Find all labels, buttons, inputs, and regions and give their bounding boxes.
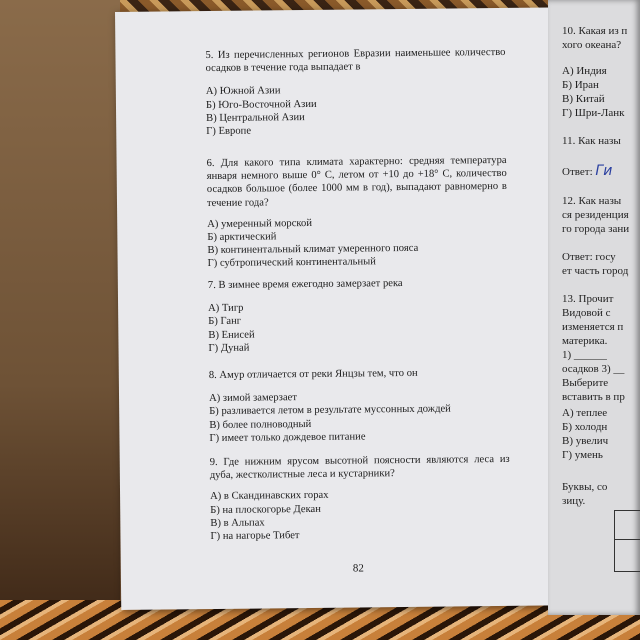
option: Г) субтропический континентальный	[207, 256, 376, 270]
rp-answer-line	[562, 164, 612, 179]
rp-line: 1) ______	[562, 349, 607, 361]
question-text: 8. Амур отличается от реки Янцзы тем, что он	[208, 367, 418, 382]
rp-line: ся резиденция	[562, 209, 629, 221]
rp-line: Б) холодн	[562, 421, 608, 433]
question-text: 6. Для какого типа климата характерно: средняя температура января немного выше 0° С, летом от +10 до +18° С, количество осадков большое (более 1000 мм в год), выпадают равномерно в течение года?	[206, 154, 507, 209]
option: В) более полноводный	[209, 418, 312, 431]
rp-line: А) теплее	[562, 407, 608, 419]
rp-line: 13. Прочит	[562, 293, 614, 305]
background-map-left	[0, 0, 120, 640]
rp-line: ет часть город	[562, 265, 629, 277]
rp-line-circled	[562, 92, 605, 106]
rp-line: материка.	[562, 335, 608, 347]
question-7	[208, 276, 509, 355]
rp-line: 11. Как назы	[562, 135, 621, 147]
rp-line: Г) Шри-Ланк	[562, 107, 625, 119]
rp-line: го города зани	[562, 223, 630, 235]
rp-line: В) увелич	[562, 435, 609, 447]
option: Г) на нагорье Тибет	[210, 530, 300, 543]
rp-line: Г) умень	[562, 449, 603, 461]
rp-line: Ответ:	[562, 166, 593, 178]
page-number: 82	[352, 562, 364, 575]
rp-line: Выберите	[562, 377, 609, 389]
option: А) зимой замерзает	[208, 392, 298, 405]
question-8	[209, 366, 510, 445]
rp-line: А) Индия	[562, 65, 607, 77]
question-text: 7. В зимнее время ежегодно замерзает река	[207, 278, 403, 292]
question-text: 5. Из перечисленных регионов Евразии наименьшее количество осадков в течение года выпадает в	[205, 46, 506, 75]
question-6	[207, 154, 508, 271]
handwritten-answer: Ги	[595, 163, 613, 179]
rp-line: хого океана?	[562, 39, 622, 51]
rp-line: Б) Иран	[562, 79, 599, 91]
rp-line: осадков 3) __	[562, 363, 625, 375]
rp-line: В) Китай	[562, 93, 605, 105]
rp-line: 12. Как назы	[562, 195, 622, 207]
question-9	[210, 453, 511, 543]
option: Г) Европе	[206, 125, 252, 138]
option: А) Южной Азии	[205, 85, 281, 98]
option: Б) разливается летом в результате муссонных дождей	[209, 403, 451, 418]
option: Б) Ганг	[208, 316, 242, 328]
option: Б) арктический	[207, 231, 277, 244]
answer-grid	[614, 510, 640, 572]
rp-line: Видовой с	[562, 307, 611, 319]
question-5	[205, 46, 506, 138]
option: Б) на плоскогорье Декан	[210, 503, 321, 516]
option: Г) Дунай	[208, 342, 250, 354]
rp-line: Буквы, со	[562, 481, 608, 493]
rp-line: вставить в пр	[562, 391, 625, 403]
book-page-left	[115, 7, 556, 610]
question-text: 9. Где нижним ярусом высотной поясности являются леса из дуба, жестколистные леса и кустарники?	[209, 453, 510, 482]
option: А) умеренный морской	[207, 217, 313, 230]
option: В) Центральной Азии	[206, 111, 305, 124]
option: А) Тигр	[208, 302, 244, 315]
rp-line: изменяется п	[562, 321, 624, 333]
rp-line: 10. Какая из п	[562, 25, 628, 37]
option: Г) имеет только дождевое питание	[209, 431, 366, 444]
option: В) континентальный климат умеренного пояса	[207, 243, 419, 257]
option: А) в Скандинавских горах	[210, 490, 329, 503]
option: Б) Юго-Восточной Азии	[205, 98, 317, 111]
rp-line: Ответ: госу	[562, 251, 616, 263]
option: В) в Альпах	[210, 517, 265, 529]
book-page-right	[548, 0, 640, 615]
option: В) Енисей	[208, 329, 255, 341]
rp-line: зицу.	[562, 495, 586, 507]
